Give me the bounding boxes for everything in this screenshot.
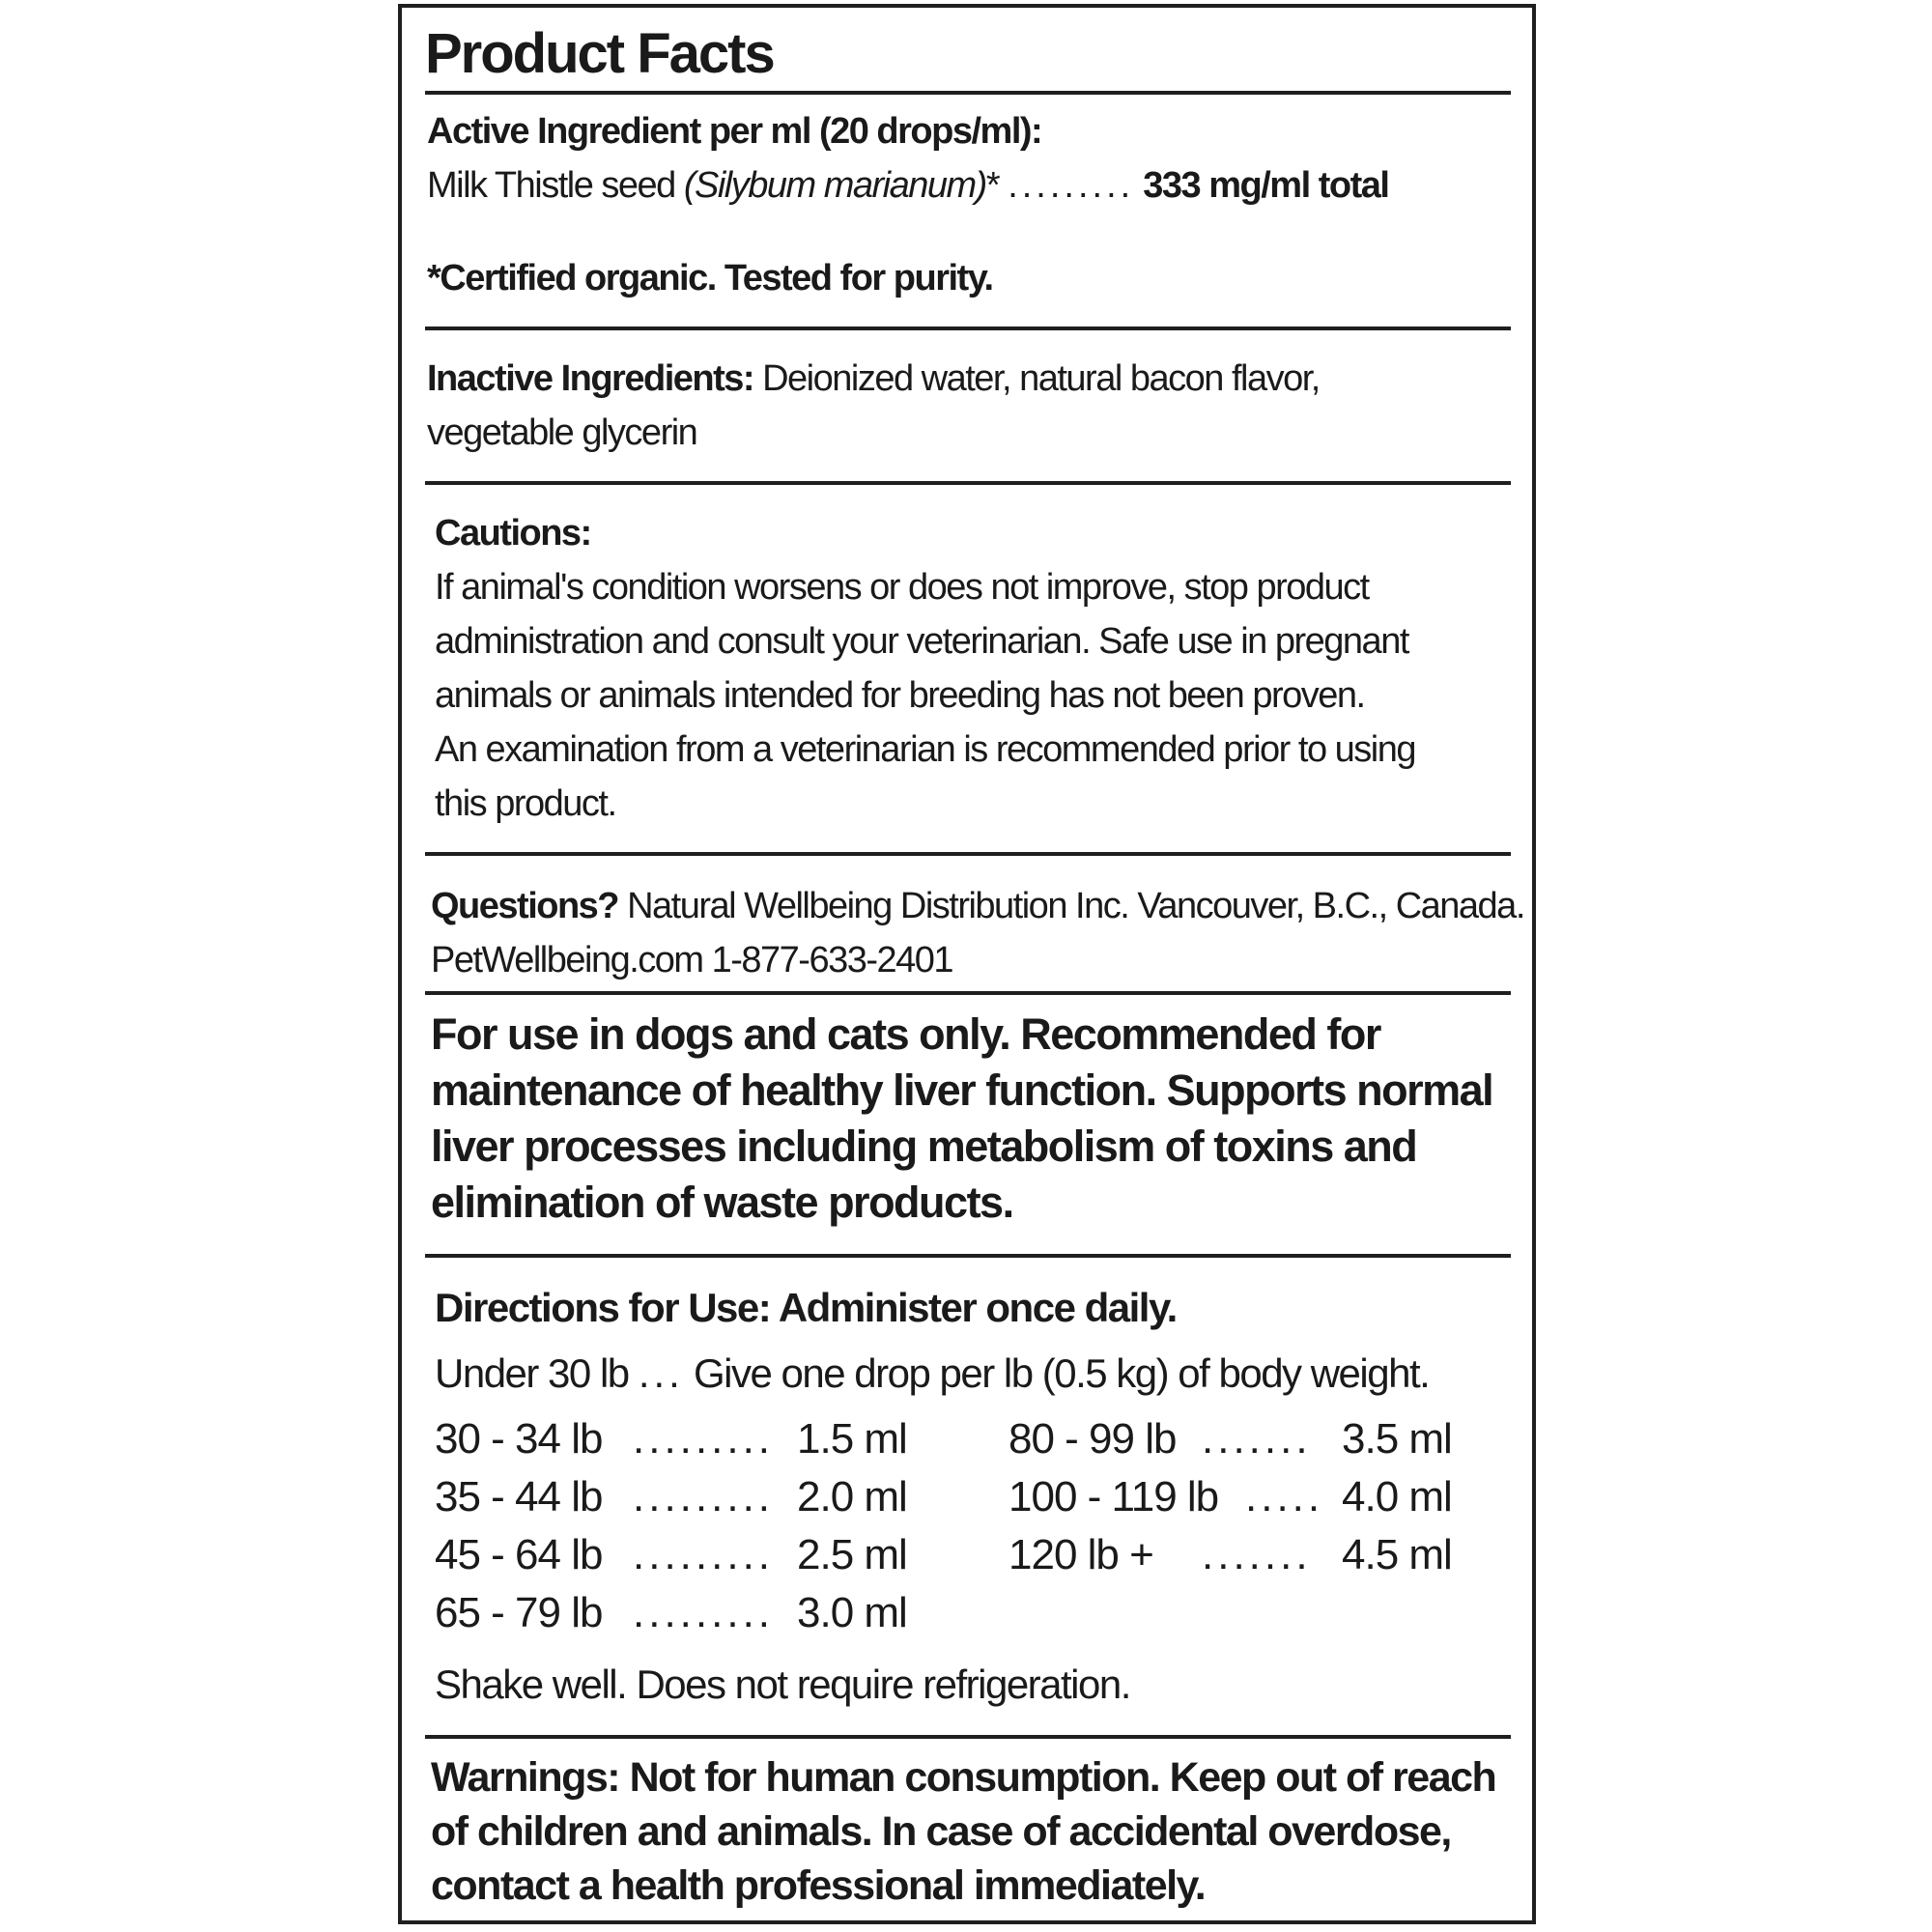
product-facts-title: Product Facts [425, 22, 774, 85]
cautions-line: this product. [435, 783, 616, 824]
divider [425, 991, 1511, 995]
divider [425, 1735, 1511, 1739]
under-30-dose: Give one drop per lb (0.5 kg) of body weight. [694, 1350, 1430, 1396]
cautions-line: administration and consult your veterinarian. Safe use in pregnant [435, 621, 1408, 662]
storage-note: Shake well. Does not require refrigeration. [435, 1662, 1130, 1707]
divider [425, 481, 1511, 485]
dose-weight: 65 - 79 lb [435, 1589, 603, 1636]
dose-row [435, 1410, 907, 1468]
under-30-weight: Under 30 lb [435, 1350, 629, 1396]
dose-row [435, 1468, 907, 1526]
certification-note: *Certified organic. Tested for purity. [427, 258, 993, 298]
dose-amount: 4.5 ml [1342, 1531, 1452, 1578]
divider [425, 327, 1511, 330]
active-ingredient-section [427, 104, 1388, 213]
dose-weight: 35 - 44 lb [435, 1473, 603, 1520]
dose-amount: 4.0 ml [1342, 1473, 1452, 1520]
dose-weight: 100 - 119 lb [1009, 1473, 1219, 1520]
warnings-text: Not for human consumption. Keep out of reach [619, 1754, 1496, 1801]
leader-dots: ......... [633, 1473, 775, 1520]
ingredient-asterisk: * [985, 165, 1000, 206]
use-statement-line: For use in dogs and cats only. Recommended for [431, 1009, 1380, 1059]
dose-weight: 45 - 64 lb [435, 1531, 603, 1578]
leader-dots: ....... [1202, 1531, 1312, 1578]
dose-amount: 1.5 ml [797, 1415, 907, 1463]
inactive-ingredients-text: Deionized water, natural bacon flavor, [753, 358, 1320, 399]
use-statement-line: liver processes including metabolism of toxins and [431, 1122, 1417, 1171]
active-ingredient-row [427, 158, 1388, 213]
directions-heading: Directions for Use: Administer once daily. [435, 1285, 1177, 1330]
use-statement-line: elimination of waste products. [431, 1178, 1013, 1227]
dose-row [1009, 1468, 1452, 1526]
dose-weight: 80 - 99 lb [1009, 1415, 1177, 1463]
dose-weight: 30 - 34 lb [435, 1415, 603, 1463]
product-facts-panel [398, 4, 1536, 1924]
questions-section [431, 879, 1524, 987]
inactive-ingredients-text: vegetable glycerin [427, 412, 697, 453]
cautions-line: An examination from a veterinarian is recommended prior to using [435, 729, 1415, 770]
leader-dots: ... [638, 1350, 684, 1396]
use-statement-line: maintenance of healthy liver function. Supports normal [431, 1065, 1493, 1115]
dose-amount: 3.0 ml [797, 1589, 907, 1636]
cautions-heading: Cautions: [435, 513, 591, 554]
ingredient-name: Milk Thistle seed [427, 165, 684, 206]
dose-amount: 3.5 ml [1342, 1415, 1452, 1463]
contact-text: PetWellbeing.com 1-877-633-2401 [431, 940, 953, 980]
divider [425, 852, 1511, 856]
ingredient-amount: 333 mg/ml total [1143, 165, 1389, 206]
cautions-section [435, 506, 1415, 831]
dose-row [435, 1526, 907, 1584]
use-statement [431, 1007, 1492, 1231]
leader-dots: ....... [1202, 1415, 1312, 1463]
warnings-text: contact a health professional immediately. [431, 1862, 1206, 1909]
ingredient-latin-name: (Silybum marianum) [683, 165, 986, 206]
warnings-section [431, 1750, 1495, 1913]
cautions-line: If animal's condition worsens or does not improve, stop product [435, 567, 1369, 608]
dose-amount: 2.0 ml [797, 1473, 907, 1520]
warnings-heading: Warnings: [431, 1754, 620, 1801]
questions-heading: Questions? [431, 886, 619, 926]
inactive-ingredients-heading: Inactive Ingredients: [427, 358, 754, 399]
dose-row [1009, 1526, 1452, 1584]
leader-dots: ......... [633, 1531, 775, 1578]
divider [425, 1254, 1511, 1258]
leader-dots: ......... [633, 1415, 775, 1463]
dose-row [435, 1584, 907, 1642]
dose-amount: 2.5 ml [797, 1531, 907, 1578]
divider [425, 91, 1511, 95]
cautions-line: animals or animals intended for breeding has not been proven. [435, 675, 1365, 716]
inactive-ingredients-section [427, 352, 1320, 460]
active-ingredient-heading: Active Ingredient per ml (20 drops/ml): [427, 111, 1042, 152]
under-30-row [435, 1347, 1429, 1401]
dose-row [1009, 1410, 1452, 1468]
leader-dots: ......... [1008, 165, 1135, 206]
leader-dots: ......... [633, 1589, 775, 1636]
dose-weight: 120 lb + [1009, 1531, 1153, 1578]
distributor-text: Natural Wellbeing Distribution Inc. Vancouver, B.C., Canada. [618, 886, 1524, 926]
leader-dots: ..... [1245, 1473, 1324, 1520]
warnings-text: of children and animals. In case of accidental overdose, [431, 1808, 1451, 1855]
